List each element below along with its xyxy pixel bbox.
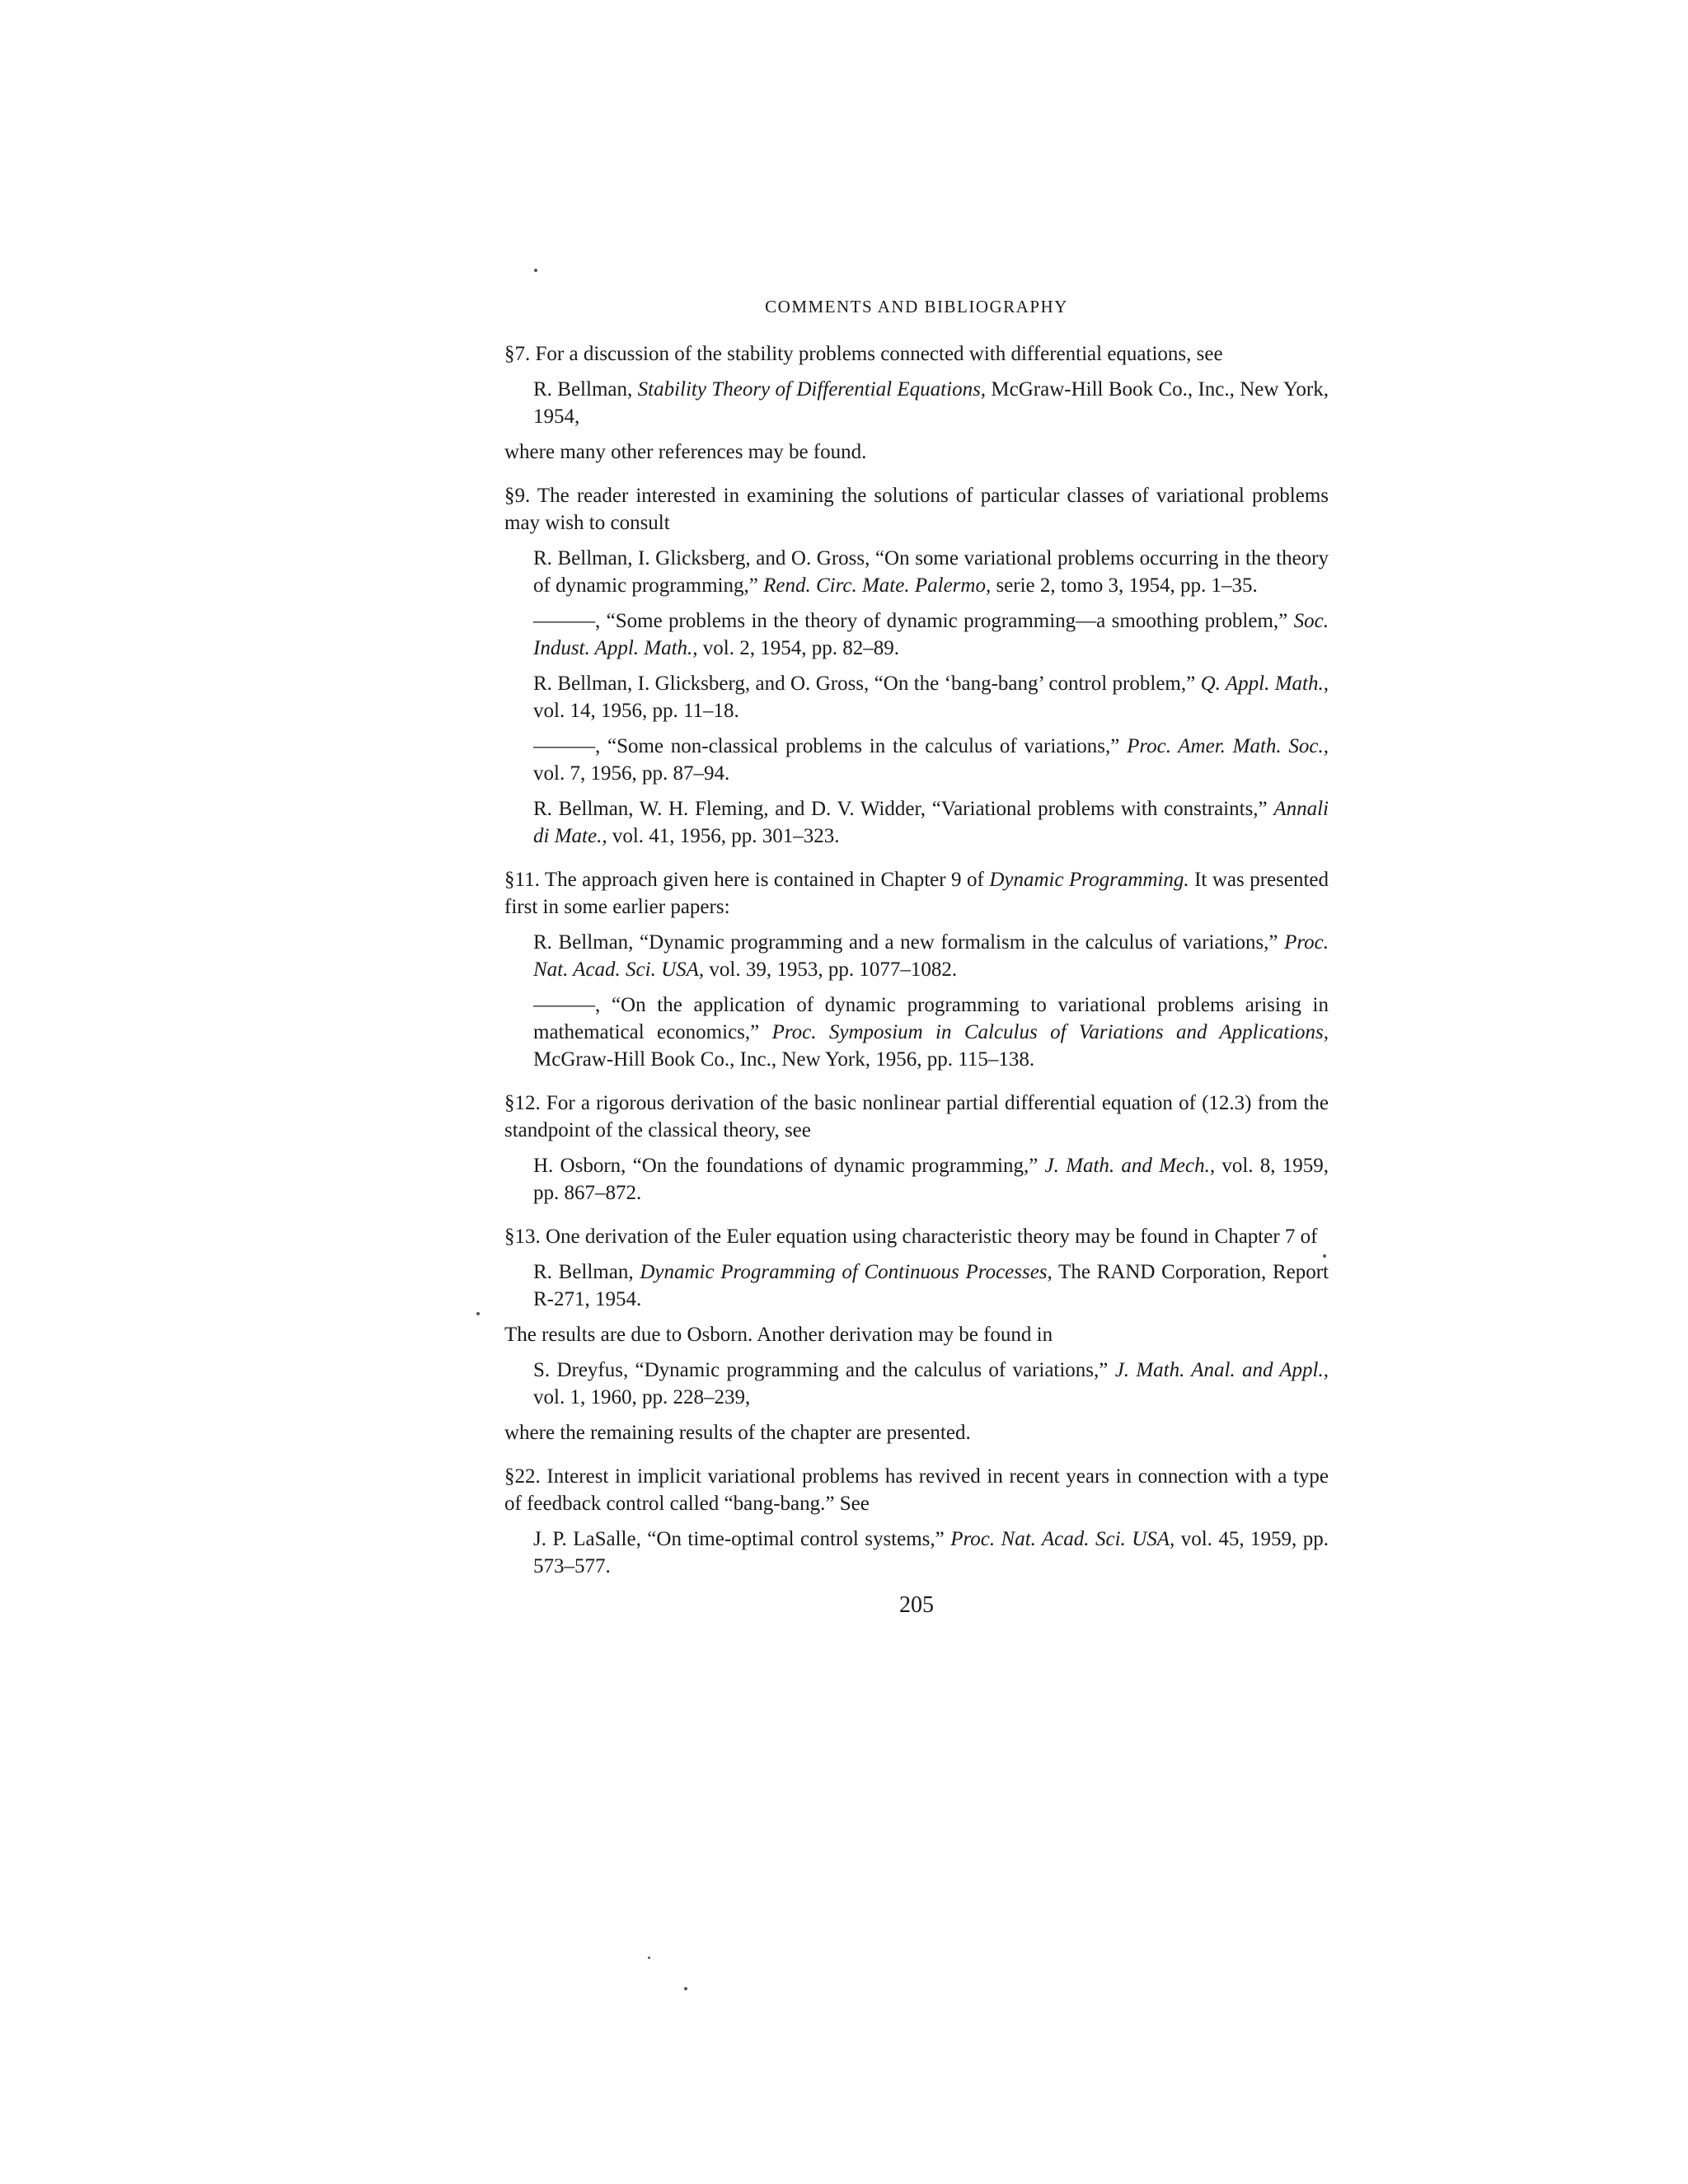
reference-entry bbox=[533, 376, 1329, 430]
reference-entry bbox=[533, 670, 1329, 724]
italic-title: Proc. Symposium in Calculus of Variations and Applications, bbox=[771, 1021, 1329, 1043]
text-run: vol. 14, 1956, pp. 11–18. bbox=[533, 700, 739, 722]
page-number: 205 bbox=[899, 1592, 934, 1618]
italic-title: Soc. Indust. Appl. Math., bbox=[533, 610, 1329, 659]
reference-entry bbox=[533, 991, 1329, 1073]
reference-entry bbox=[533, 733, 1329, 787]
text-run: §7. For a discussion of the stability problems connected with differential equations, see bbox=[504, 343, 1223, 365]
section-gap bbox=[504, 1215, 1329, 1223]
section-gap bbox=[504, 858, 1329, 866]
text-run: vol. 1, 1960, pp. 228–239, bbox=[533, 1386, 751, 1408]
comment-paragraph bbox=[504, 1090, 1329, 1144]
reference-entry bbox=[533, 607, 1329, 662]
italic-title: Proc. Nat. Acad. Sci. USA, bbox=[533, 931, 1329, 981]
text-run: vol. 45, 1959, pp. 573–577. bbox=[533, 1528, 1329, 1577]
text-run: The RAND Corporation, Report R-271, 1954. bbox=[533, 1261, 1329, 1310]
section-gap bbox=[504, 474, 1329, 482]
reference-entry bbox=[533, 1152, 1329, 1207]
text-run: §13. One derivation of the Euler equation using characteristic theory may be found in Chapter 7 of bbox=[504, 1226, 1318, 1248]
reference-entry bbox=[533, 545, 1329, 599]
italic-title: Q. Appl. Math., bbox=[1200, 673, 1329, 695]
text-run: McGraw-Hill Book Co., Inc., New York, 1956, pp. 115–138. bbox=[533, 1048, 1035, 1071]
running-head: COMMENTS AND BIBLIOGRAPHY bbox=[765, 297, 1068, 316]
italic-title: Annali di Mate., bbox=[533, 798, 1329, 847]
comment-paragraph bbox=[504, 1463, 1329, 1517]
comment-paragraph bbox=[504, 438, 1329, 466]
comment-paragraph bbox=[504, 866, 1329, 921]
bibliography-content bbox=[504, 340, 1329, 1580]
text-run: vol. 8, 1959, pp. 867–872. bbox=[533, 1155, 1329, 1204]
text-run: ———, “On the application of dynamic programming to variational problems arising in mathematical economics,” bbox=[533, 994, 1329, 1043]
text-run: §22. Interest in implicit variational problems has revived in recent years in connection with a type of feedback control called “bang-bang.” See bbox=[504, 1465, 1329, 1515]
text-run: The results are due to Osborn. Another derivation may be found in bbox=[504, 1324, 1053, 1346]
reference-entry bbox=[533, 1258, 1329, 1313]
text-run: R. Bellman, I. Glicksberg, and O. Gross, “On some variational problems occurring in the theory of dynamic programming,” bbox=[533, 547, 1329, 597]
scan-speck bbox=[534, 269, 537, 272]
text-run: R. Bellman, I. Glicksberg, and O. Gross, “On the ‘bang-bang’ control problem,” bbox=[533, 673, 1201, 695]
comment-paragraph bbox=[504, 1419, 1329, 1446]
text-run: R. Bellman, bbox=[533, 1261, 640, 1283]
text-run: §9. The reader interested in examining the solutions of particular classes of variational problems may wish to consult bbox=[504, 485, 1329, 534]
italic-title: Dynamic Programming. bbox=[989, 869, 1189, 891]
comment-paragraph bbox=[504, 1223, 1329, 1250]
text-run: where the remaining results of the chapter are presented. bbox=[504, 1422, 971, 1444]
reference-entry bbox=[533, 929, 1329, 983]
text-block bbox=[504, 293, 1329, 1619]
reference-entry bbox=[533, 1526, 1329, 1580]
text-run: vol. 41, 1956, pp. 301–323. bbox=[607, 825, 840, 847]
section-gap bbox=[504, 1455, 1329, 1463]
text-run: vol. 39, 1953, pp. 1077–1082. bbox=[704, 958, 958, 981]
text-run: S. Dreyfus, “Dynamic programming and the calculus of variations,” bbox=[533, 1359, 1115, 1381]
comment-paragraph bbox=[504, 1321, 1329, 1348]
italic-title: Proc. Nat. Acad. Sci. USA, bbox=[950, 1528, 1175, 1550]
text-run: R. Bellman, W. H. Fleming, and D. V. Widder, “Variational problems with constraints,” bbox=[533, 798, 1274, 820]
italic-title: Proc. Amer. Math. Soc., bbox=[1127, 735, 1329, 757]
italic-title: J. Math. Anal. and Appl., bbox=[1114, 1359, 1329, 1381]
italic-title: Dynamic Programming of Continuous Processes, bbox=[640, 1261, 1053, 1283]
reference-entry bbox=[533, 795, 1329, 850]
reference-entry bbox=[533, 1357, 1329, 1411]
section-gap bbox=[504, 1081, 1329, 1090]
scan-speck bbox=[648, 1957, 650, 1959]
text-run: ———, “Some non-classical problems in the calculus of variations,” bbox=[533, 735, 1128, 757]
italic-title: J. Math. and Mech., bbox=[1044, 1155, 1216, 1177]
comment-paragraph bbox=[504, 482, 1329, 537]
italic-title: Rend. Circ. Mate. Palermo, bbox=[763, 574, 992, 597]
text-run: R. Bellman, bbox=[533, 378, 638, 401]
text-run: J. P. LaSalle, “On time-optimal control systems,” bbox=[533, 1528, 951, 1550]
text-run: H. Osborn, “On the foundations of dynamic programming,” bbox=[533, 1155, 1045, 1177]
comment-paragraph bbox=[504, 340, 1329, 368]
scan-speck bbox=[476, 1312, 480, 1315]
text-run: §11. The approach given here is contained in Chapter 9 of bbox=[504, 869, 990, 891]
text-run: McGraw-Hill Book Co., Inc., New York, 1954, bbox=[533, 378, 1329, 428]
text-run: R. Bellman, “Dynamic programming and a new formalism in the calculus of variations,” bbox=[533, 931, 1285, 954]
italic-title: Stability Theory of Differential Equations, bbox=[637, 378, 987, 401]
text-run: vol. 2, 1954, pp. 82–89. bbox=[697, 637, 899, 659]
text-run: vol. 7, 1956, pp. 87–94. bbox=[533, 762, 730, 785]
text-run: ———, “Some problems in the theory of dynamic programming—a smoothing problem,” bbox=[533, 610, 1294, 632]
text-run: It was presented first in some earlier papers: bbox=[504, 869, 1329, 918]
scan-speck bbox=[1323, 1254, 1326, 1258]
text-run: where many other references may be found. bbox=[504, 441, 867, 463]
text-run: §12. For a rigorous derivation of the basic nonlinear partial differential equation of (12.3) from the standpoint of the classical theory, see bbox=[504, 1092, 1329, 1141]
text-run: serie 2, tomo 3, 1954, pp. 1–35. bbox=[991, 574, 1258, 597]
scan-speck bbox=[684, 1987, 687, 1990]
